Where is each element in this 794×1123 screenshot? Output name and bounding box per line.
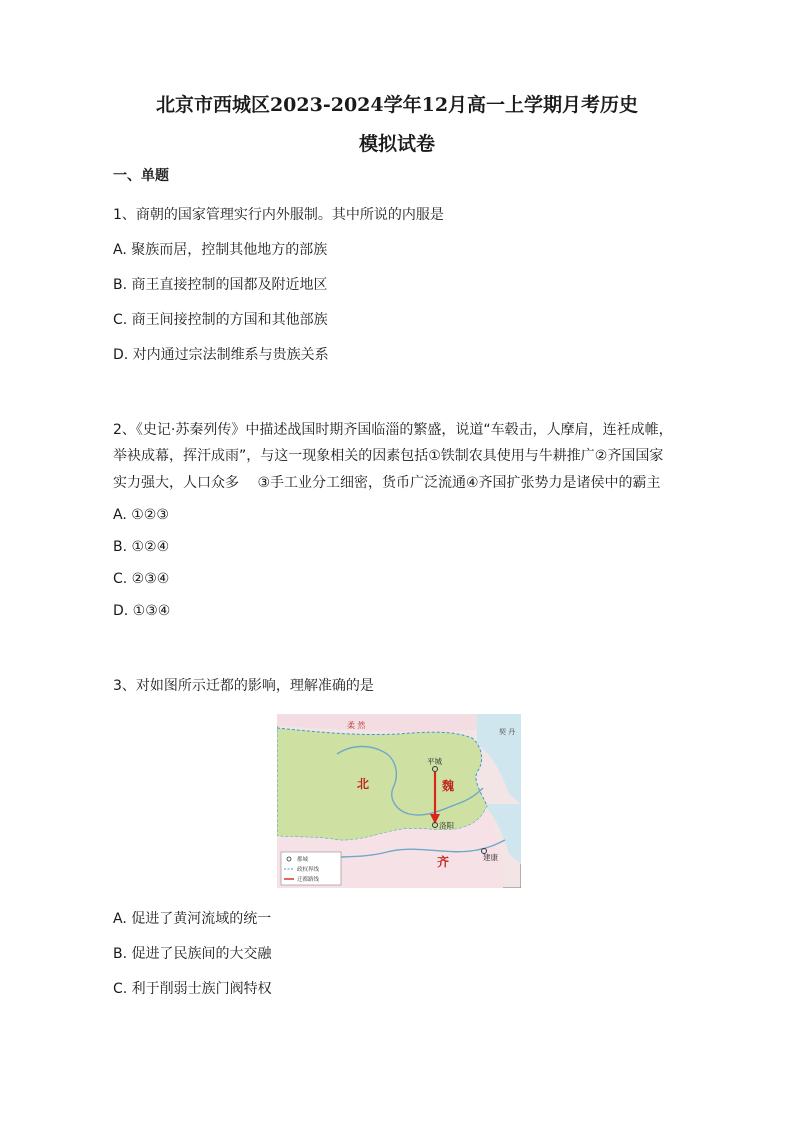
map-label-luoyang: 洛阳 <box>439 821 454 830</box>
question-2-option-c: C. ②③④ <box>113 571 170 587</box>
question-2-stem-line3: 实力强大，人口众多 ③手工业分工细密，货币广泛流通④齐国扩张势力是诸侯中的霸主 <box>113 475 661 491</box>
map-label-wei: 魏 <box>442 779 455 793</box>
question-3-option-b: B. 促进了民族间的大交融 <box>113 946 272 962</box>
map-label-qidan: 契 丹 <box>499 728 516 736</box>
question-2-option-d: D. ①③④ <box>113 603 171 619</box>
question-2-option-a: A. ①②③ <box>113 507 169 523</box>
question-3-stem: 3、对如图所示迁都的影响，理解准确的是 <box>113 678 374 694</box>
question-1-option-b: B. 商王直接控制的国都及附近地区 <box>113 277 328 293</box>
question-2-stem-line2: 举袂成幕，挥汗成雨”，与这一现象相关的因素包括①铁制农具使用与牛耕推广②齐国国家 <box>113 448 664 464</box>
map-label-pingcheng: 平城 <box>427 757 442 766</box>
question-2-option-b: B. ①②④ <box>113 539 170 555</box>
map-label-qi: 齐 <box>437 855 450 869</box>
document-title-line1: 北京市西城区2023-2024学年12月高一上学期月考历史 <box>155 94 639 116</box>
question-3-option-a: A. 促进了黄河流域的统一 <box>113 911 272 927</box>
map-label-jiankang: 建康 <box>483 853 498 862</box>
map-legend-route: 迁都路线 <box>297 877 320 883</box>
question-1-option-c: C. 商王间接控制的方国和其他部族 <box>113 312 328 328</box>
relocation-map <box>277 714 521 888</box>
question-2-stem-line1: 2、《史记·苏秦列传》中描述战国时期齐国临淄的繁盛，说道“车毂击，人摩肩，连衽成帷， <box>113 422 673 438</box>
map-legend-capital: 都城 <box>297 857 309 863</box>
section-heading: 一、单题 <box>113 168 169 184</box>
question-1-option-a: A. 聚族而居，控制其他地方的部族 <box>113 242 328 258</box>
map-northern-wei-territory <box>277 728 487 840</box>
map-label-rouran: 柔 然 <box>347 721 366 730</box>
map-label-bei: 北 <box>357 777 370 791</box>
question-3-option-c: C. 利于削弱士族门阀特权 <box>113 981 272 997</box>
question-1-stem: 1、商朝的国家管理实行内外服制。其中所说的内服是 <box>113 207 444 223</box>
question-1-option-d: D. 对内通过宗法制维系与贵族关系 <box>113 347 329 363</box>
document-title-line2: 模拟试卷 <box>358 133 435 155</box>
map-legend-border: 政权界线 <box>297 867 320 873</box>
